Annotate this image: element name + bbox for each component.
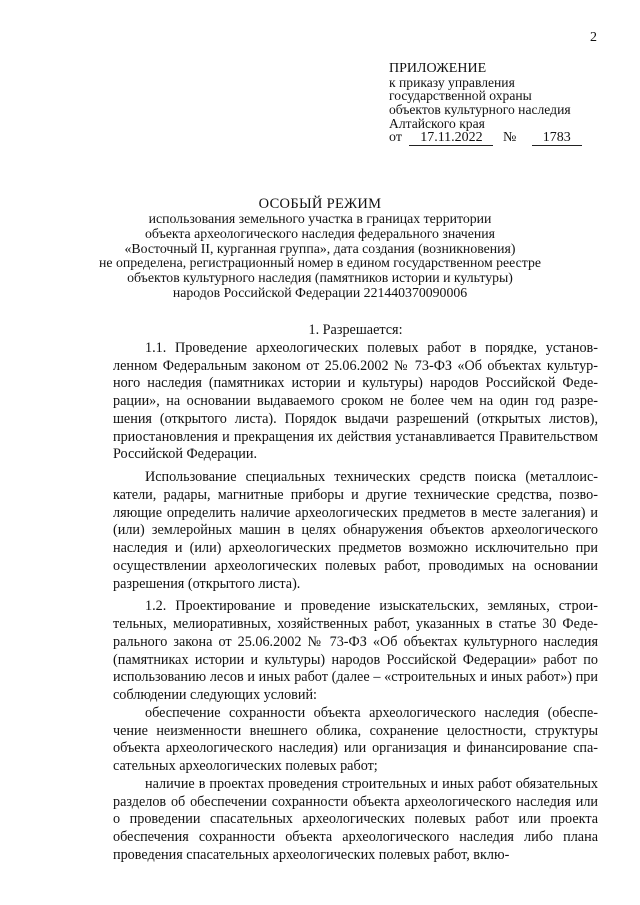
appendix-line: объектов культурного наследия xyxy=(389,102,571,118)
page-number: 2 xyxy=(590,30,597,45)
subtitle-line: использования земельного участка в границах территории xyxy=(148,211,492,226)
subtitle-line: народов Российской Федерации 221440370090006 xyxy=(172,284,468,300)
order-number: 1783 xyxy=(532,131,582,146)
document-title: ОСОБЫЙ РЕЖИМ xyxy=(258,196,382,212)
paragraph: Использование специальных технических средств поиска (металлоискатели, радары, магнитные приборы и другие технические средства, позволяющие определить наличие археологических предметов в месте залегания) и (или) землеройных машин в целях обнаружения объектов археологического наследия и (или) археологических предметов возможно исключительно при осуществлении археологических полевых работ, проводимых на основании разрешения (открытого листа). xyxy=(113,469,598,592)
paragraph: обеспечение сохранности объекта археологического наследия (обеспечение неизменности внешнего облика, сохранение целостности, структуры объекта археологического наследия) или организация и финансирование спасательных археологических полевых работ; xyxy=(113,704,598,774)
number-label: № xyxy=(502,130,517,145)
order-date: 17.11.2022 xyxy=(409,131,493,146)
subtitle-line: объекта археологического наследия федерального значения xyxy=(145,225,495,241)
appendix-line: Алтайского края xyxy=(389,115,485,131)
paragraph: наличие в проектах проведения строительных и иных работ обязательных разделов об обеспечении сохранности объекта археологического наследия или о проведении спасательных археологических полевых работ или проекта обеспечения сохранности объекта археологического наследия либо плана проведения спасательных археологических полевых работ, вклю- xyxy=(113,775,598,863)
appendix-heading: ПРИЛОЖЕНИЕ xyxy=(389,61,487,76)
subtitle-line: не определена, регистрационный номер в едином государственном реестре xyxy=(98,255,541,271)
from-label: от xyxy=(389,130,402,145)
document-subtitle xyxy=(80,212,560,301)
document-body xyxy=(113,322,598,865)
subtitle-line: объектов культурного наследия (памятников истории и культуры) xyxy=(127,270,513,286)
subtitle-line: «Восточный II, курганная группа», дата создания (возникновения) xyxy=(124,240,516,256)
order-date-number xyxy=(389,130,582,146)
paragraph: 1.1. Проведение археологических полевых работ в порядке, установленном Федеральным законом от 25.06.2002 № 73-ФЗ «Об объектах культурного наследия (памятниках истории и культуры) народов Российской Федерации», на основании выдаваемого сроком не более чем на один год разрешения (открытого листа). Порядок выдачи разрешений (открытых листов), приостановления и прекращения их действия устанавливается Правительством Российской Федерации. xyxy=(113,339,598,463)
appendix-block xyxy=(389,62,619,131)
appendix-line: государственной охраны xyxy=(389,88,532,104)
section-heading: 1. Разрешается: xyxy=(308,322,403,338)
paragraph: 1.2. Проектирование и проведение изыскательских, земляных, строительных, мелиоративных, хозяйственных работ, указанных в статье 30 Федерального закона от 25.06.2002 № 73-ФЗ «Об объектах культурного наследия (памятниках истории и культуры) народов Российской Федерации» работ по использованию лесов и иных работ (далее – «строительных и иных работ») при соблюдении следующих условий: xyxy=(113,598,598,703)
appendix-line: к приказу управления xyxy=(389,74,515,90)
